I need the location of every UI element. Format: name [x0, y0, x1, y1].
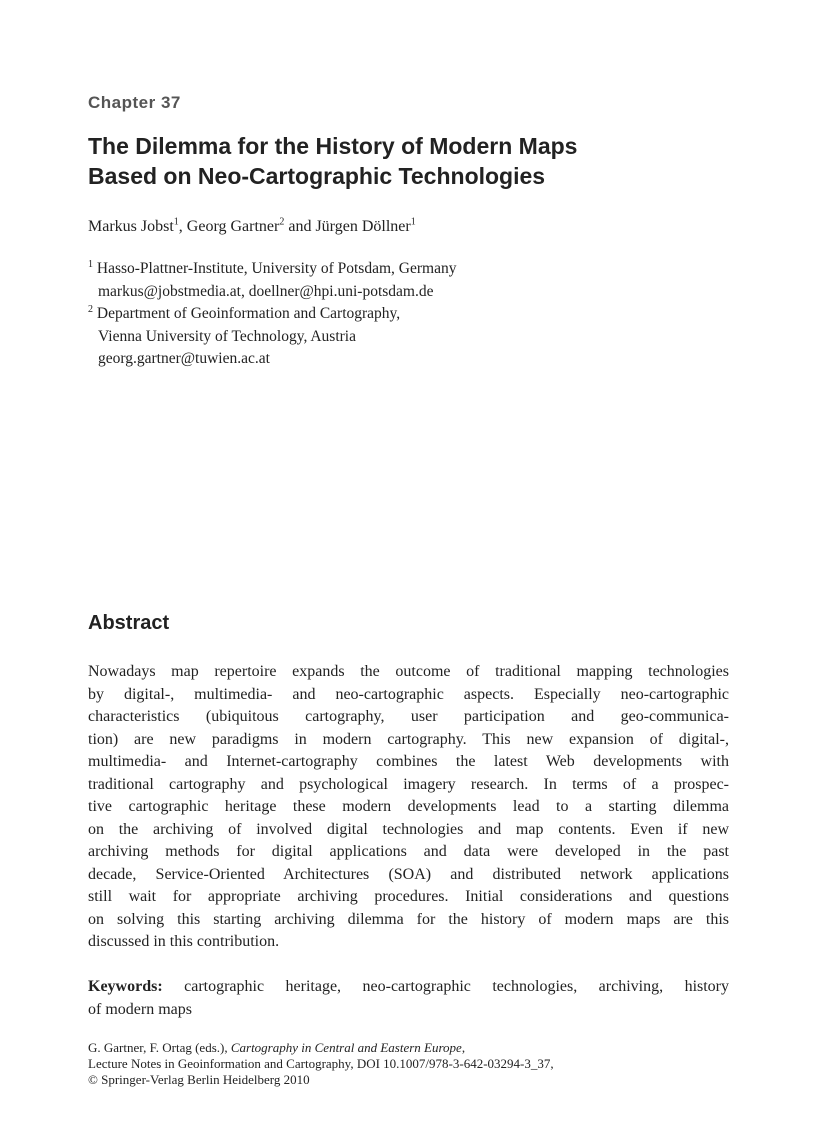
author-separator: , [178, 218, 187, 235]
affiliation-text: Hasso-Plattner-Institute, University of Potsdam, Germany [96, 260, 457, 277]
abstract-body [88, 661, 729, 954]
chapter-label: Chapter 37 [88, 93, 181, 112]
affiliation-text: Vienna University of Technology, Austria [98, 327, 356, 345]
abstract-line: tion) are new paradigms in modern cartography. This new expansion of digital-, [88, 730, 729, 748]
abstract-line: decade, Service-Oriented Architectures (SOA) and distributed network applications [88, 865, 729, 883]
author-affil-sup: 1 [410, 216, 416, 228]
abstract-line: on solving this starting archiving dilemma for the history of modern maps are this [88, 910, 729, 928]
affiliation-line [88, 258, 456, 281]
author-list [88, 218, 416, 236]
abstract-line: by digital-, multimedia- and neo-cartographic aspects. Especially neo-cartographic [88, 685, 729, 703]
abstract-line: multimedia- and Internet-cartography combines the latest Web developments with [88, 753, 729, 770]
footer-line: © Springer-Verlag Berlin Heidelberg 2010 [88, 1072, 310, 1087]
citation-footer [88, 1040, 554, 1088]
footer-editors: G. Gartner, F. Ortag (eds.), [88, 1040, 231, 1055]
keywords-label: Keywords: [88, 978, 163, 995]
abstract-line: characteristics (ubiquitous cartography, user participation and geo-communica- [88, 708, 729, 725]
keywords-line: of modern maps [88, 1000, 192, 1018]
footer-line: Lecture Notes in Geoinformation and Cartography, DOI 10.1007/978-3-642-03294-3_37, [88, 1056, 554, 1071]
affiliation-email: markus@jobstmedia.at, doellner@hpi.uni-potsdam.de [98, 282, 434, 300]
footer-book-suffix: , [461, 1040, 466, 1055]
abstract-line: archiving methods for digital applications and data were developed in the past [88, 843, 729, 860]
affiliation-sup: 1 [88, 258, 93, 270]
footer-book-title: Cartography in Central and Eastern Europe [230, 1040, 462, 1055]
affiliation-line [88, 303, 456, 326]
affiliation-text: Department of Geoinformation and Cartography, [96, 305, 401, 322]
title-line: Based on Neo-Cartographic Technologies [88, 163, 546, 189]
author-affil-sup: 1 [173, 216, 179, 228]
abstract-line: on the archiving of involved digital technologies and map contents. Even if new [88, 820, 729, 838]
abstract-line: discussed in this contribution. [88, 933, 280, 950]
affiliations [88, 258, 456, 371]
paper-title [88, 131, 577, 191]
abstract-line: tive cartographic heritage these modern developments lead to a starting dilemma [88, 798, 729, 815]
affiliation-sup: 2 [88, 303, 93, 315]
title-line: The Dilemma for the History of Modern Maps [88, 133, 578, 159]
author-name: Jürgen Döllner [315, 218, 411, 235]
abstract-line: traditional cartography and psychological imagery research. In terms of a prospec- [88, 775, 729, 793]
keywords [88, 976, 729, 1021]
author-separator: and [284, 218, 316, 235]
author-affil-sup: 2 [279, 216, 285, 228]
footer-line [88, 1040, 554, 1056]
keywords-line [88, 976, 729, 999]
abstract-line: Nowadays map repertoire expands the outcome of traditional mapping technologies [88, 663, 729, 680]
author-name: Georg Gartner [186, 218, 280, 235]
author-name: Markus Jobst [88, 218, 174, 235]
abstract-line: still wait for appropriate archiving procedures. Initial considerations and questions [88, 888, 729, 905]
abstract-heading: Abstract [88, 612, 170, 634]
keywords-text: cartographic heritage, neo-cartographic technologies, archiving, history [184, 978, 730, 995]
affiliation-email: georg.gartner@tuwien.ac.at [98, 350, 270, 367]
